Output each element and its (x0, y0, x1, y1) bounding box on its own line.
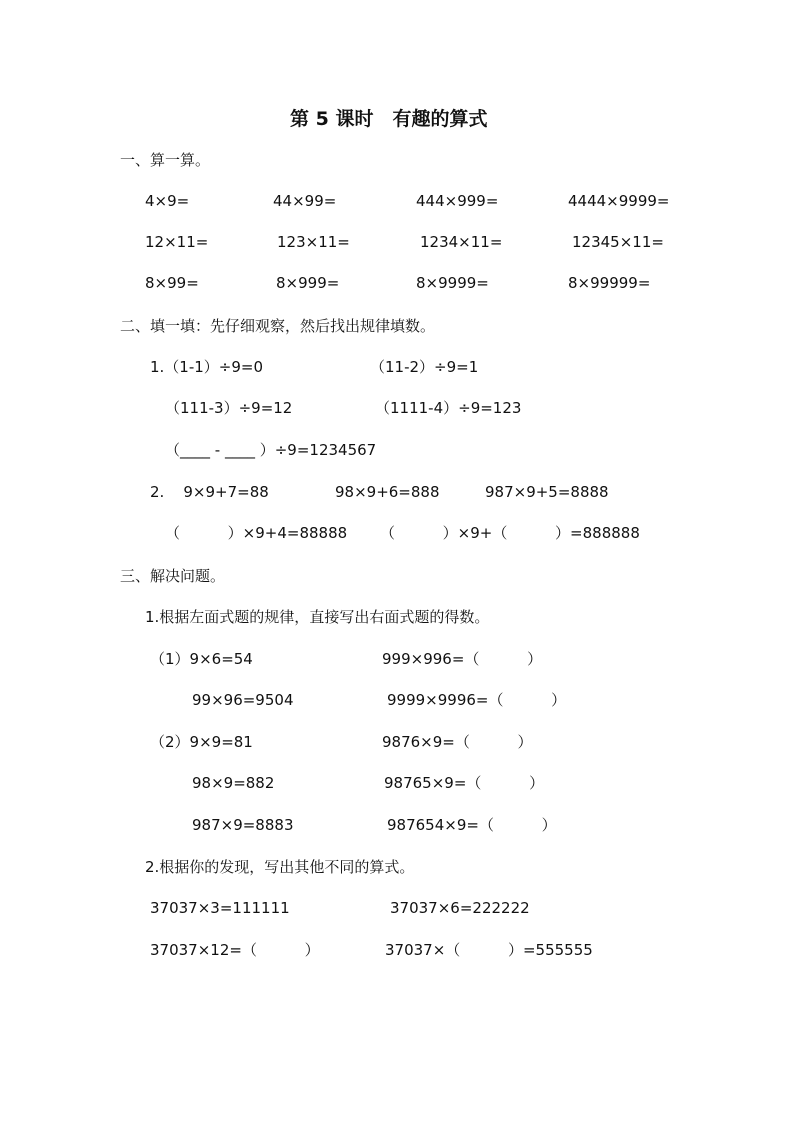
answer-item: 98765×9=（ ） (384, 774, 545, 792)
equation-item: 37037×6=222222 (390, 899, 530, 917)
pattern-item: 99×96=9504 (192, 691, 294, 709)
pattern-item: 987×9=8883 (192, 816, 294, 834)
calc-item: 8×999= (276, 274, 340, 292)
page-title: 第 5 课时 有趣的算式 (290, 108, 488, 130)
answer-item: 987654×9=（ ） (387, 816, 557, 834)
equation-item: 37037×3=111111 (150, 899, 290, 917)
answer-item: 999×996=（ ） (382, 650, 543, 668)
question-text: 2.根据你的发现，写出其他不同的算式。 (145, 858, 415, 876)
calc-item: 8×99= (145, 274, 199, 292)
pattern-item: （1）9×6=54 (150, 650, 253, 668)
calc-item: 4×9= (145, 192, 190, 210)
calc-item: 12345×11= (572, 233, 664, 251)
calc-item: 123×11= (277, 233, 350, 251)
pattern-item: （111-3）÷9=12 (165, 399, 293, 417)
section1-heading: 一、算一算。 (120, 151, 211, 169)
calc-item: 4444×9999= (568, 192, 670, 210)
calc-item: 44×99= (273, 192, 337, 210)
pattern-item: 98×9=882 (192, 774, 275, 792)
answer-item: 37037×12=（ ） (150, 941, 320, 959)
section2-heading: 二、填一填：先仔细观察，然后找出规律填数。 (120, 317, 436, 335)
pattern-item: 1.（1-1）÷9=0 (150, 358, 264, 376)
question-text: 1.根据左面式题的规律，直接写出右面式题的得数。 (145, 608, 490, 626)
calc-item: 1234×11= (420, 233, 503, 251)
pattern-item: （2）9×9=81 (150, 733, 253, 751)
pattern-item: 2. 9×9+7=88 (150, 483, 269, 501)
pattern-item: （11-2）÷9=1 (370, 358, 479, 376)
fill-blank-item: （ ）×9+4=88888 (165, 524, 348, 542)
answer-item: 9876×9=（ ） (382, 733, 533, 751)
calc-item: 444×999= (416, 192, 499, 210)
answer-item: 37037×（ ）=555555 (385, 941, 593, 959)
calc-item: 8×99999= (568, 274, 651, 292)
section3-heading: 三、解决问题。 (120, 567, 226, 585)
fill-blank-item: （____ - ____ ）÷9=1234567 (165, 441, 377, 459)
calc-item: 8×9999= (416, 274, 489, 292)
answer-item: 9999×9996=（ ） (387, 691, 567, 709)
calc-item: 12×11= (145, 233, 209, 251)
fill-blank-item: （ ）×9+（ ）=888888 (380, 524, 640, 542)
pattern-item: （1111-4）÷9=123 (375, 399, 522, 417)
pattern-item: 987×9+5=8888 (485, 483, 609, 501)
pattern-item: 98×9+6=888 (335, 483, 440, 501)
